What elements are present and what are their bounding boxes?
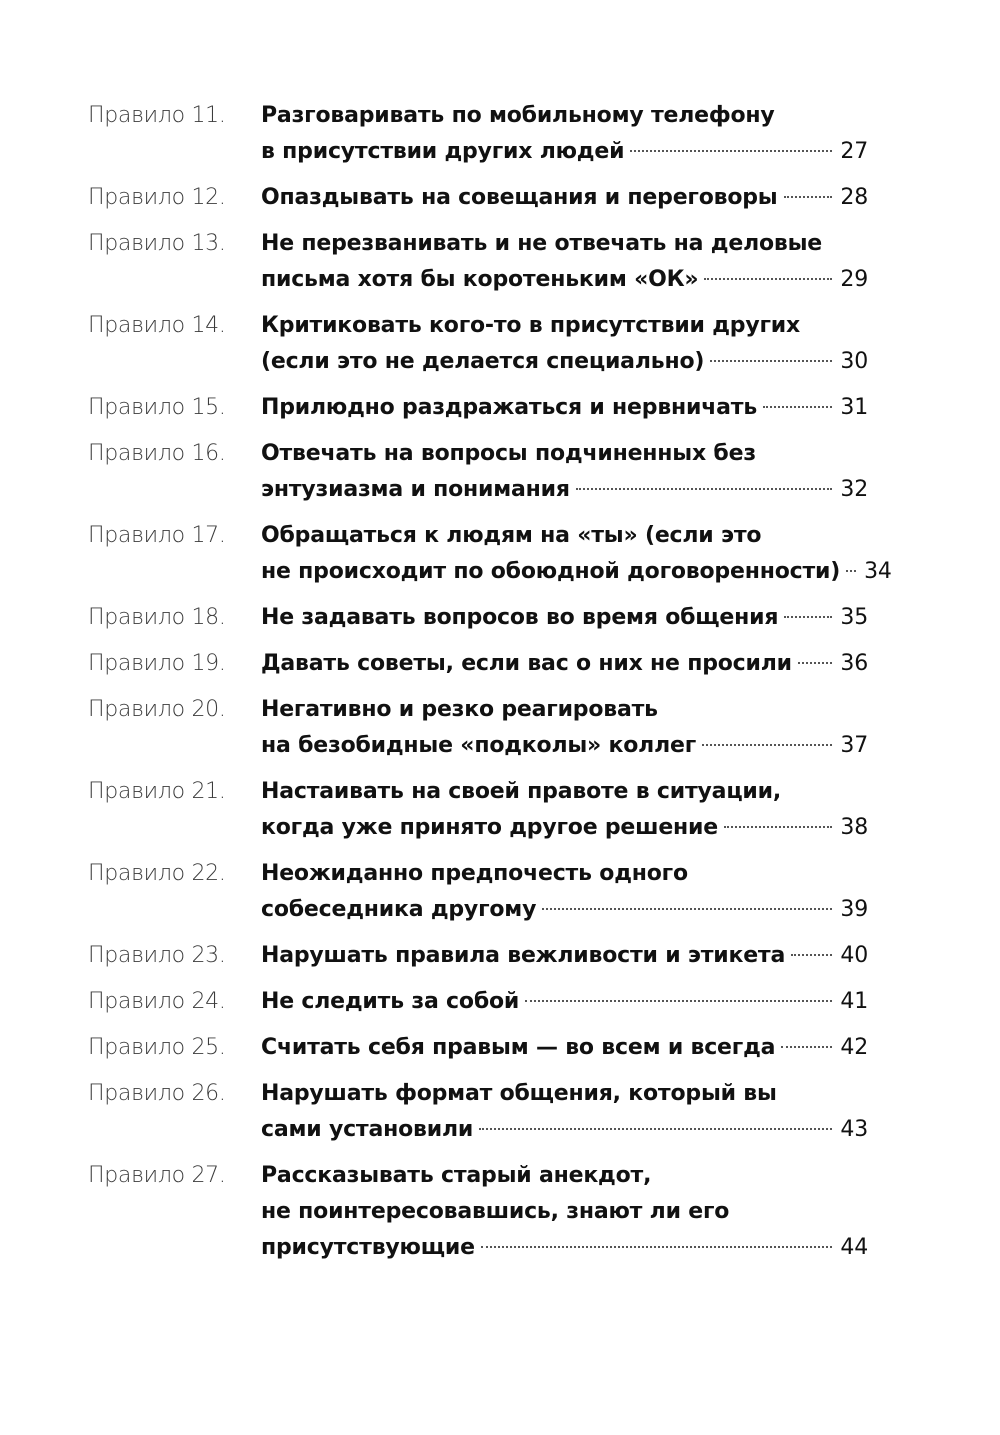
dot-leader — [724, 826, 832, 828]
rule-title — [261, 518, 892, 590]
rule-number-label: Правило 17. — [88, 523, 226, 548]
dot-leader — [784, 196, 833, 198]
rule-title-text: не происходит по обоюдной договоренности) — [261, 559, 841, 584]
page-number: 41 — [840, 989, 868, 1014]
dot-leader — [784, 616, 832, 618]
rule-number-label: Правило 12. — [88, 185, 226, 210]
dot-leader — [791, 954, 832, 956]
rule-number-label: Правило 23. — [88, 943, 226, 968]
rule-title-last-line — [261, 646, 868, 682]
rule-title-text: Считать себя правым — во всем и всегда — [261, 1035, 776, 1060]
rule-title-line: Нарушать формат общения, который вы — [261, 1081, 777, 1106]
rule-title-last-line — [261, 728, 868, 764]
toc-entry — [88, 856, 868, 928]
rule-title — [261, 1030, 868, 1066]
rule-title — [261, 436, 868, 508]
toc-entry — [88, 180, 868, 216]
rule-title-last-line — [261, 810, 868, 846]
toc-entry — [88, 1076, 868, 1148]
rule-title-line: Неожиданно предпочесть одного — [261, 861, 688, 886]
rule-title-line: Отвечать на вопросы подчиненных без — [261, 441, 756, 466]
page-number: 35 — [840, 605, 868, 630]
rule-title-last-line — [261, 134, 868, 170]
toc-entry — [88, 984, 868, 1020]
dot-leader — [576, 488, 833, 490]
toc-entry — [88, 938, 868, 974]
rule-title-text: на безобидные «подколы» коллег — [261, 733, 697, 758]
page-number: 42 — [840, 1035, 868, 1060]
rule-number-label: Правило 26. — [88, 1081, 226, 1106]
rule-title-line: Разговаривать по мобильному телефону — [261, 103, 775, 128]
rule-title-line: Рассказывать старый анекдот, — [261, 1163, 652, 1188]
page-number: 36 — [840, 651, 868, 676]
rule-title-line: Обращаться к людям на «ты» (если это — [261, 523, 762, 548]
rule-title-text: сами установили — [261, 1117, 474, 1142]
page-number: 30 — [840, 349, 868, 374]
toc-entry — [88, 1158, 868, 1266]
toc-entry — [88, 600, 868, 636]
rule-title-text: Не следить за собой — [261, 989, 520, 1014]
rule-title-text: энтузиазма и понимания — [261, 477, 570, 502]
rule-number-label: Правило 14. — [88, 313, 226, 338]
rule-title — [261, 1158, 868, 1266]
rule-title-last-line — [261, 984, 868, 1020]
rule-title — [261, 692, 868, 764]
dot-leader — [781, 1046, 832, 1048]
dot-leader — [846, 570, 856, 572]
rule-title-last-line — [261, 892, 868, 928]
dot-leader — [702, 744, 832, 746]
dot-leader — [763, 406, 832, 408]
rule-title-line: Не перезванивать и не отвечать на деловые — [261, 231, 823, 256]
rule-number-label: Правило 24. — [88, 989, 226, 1014]
rule-number-label: Правило 27. — [88, 1163, 226, 1188]
rule-title-text: Нарушать правила вежливости и этикета — [261, 943, 786, 968]
rule-title-text: Давать советы, если вас о них не просили — [261, 651, 792, 676]
rule-number-label: Правило 21. — [88, 779, 226, 804]
dot-leader — [481, 1246, 833, 1248]
toc-entry — [88, 308, 868, 380]
page-number: 34 — [864, 559, 892, 584]
toc-entry — [88, 774, 868, 846]
dot-leader — [710, 360, 832, 362]
dot-leader — [542, 908, 832, 910]
rule-title — [261, 390, 868, 426]
rule-title — [261, 856, 868, 928]
page-number: 38 — [840, 815, 868, 840]
rule-title-last-line — [261, 390, 868, 426]
rule-title — [261, 774, 868, 846]
rule-title — [261, 600, 868, 636]
toc-entry — [88, 518, 892, 590]
page-number: 29 — [840, 267, 868, 292]
rule-title-last-line — [261, 344, 868, 380]
rule-title-last-line — [261, 180, 868, 216]
rule-number-label: Правило 18. — [88, 605, 226, 630]
toc-entry — [88, 646, 868, 682]
rule-number-label: Правило 15. — [88, 395, 226, 420]
page-number: 28 — [840, 185, 868, 210]
rule-title — [261, 180, 868, 216]
page-number: 27 — [840, 139, 868, 164]
toc-entry — [88, 390, 868, 426]
page-number: 39 — [840, 897, 868, 922]
rule-title — [261, 226, 868, 298]
toc-entry — [88, 692, 868, 764]
rule-title — [261, 98, 868, 170]
rule-title-last-line — [261, 262, 868, 298]
table-of-contents — [88, 98, 892, 1276]
rule-title — [261, 646, 868, 682]
rule-title-text: Прилюдно раздражаться и нервничать — [261, 395, 758, 420]
dot-leader — [798, 662, 833, 664]
page-number: 31 — [840, 395, 868, 420]
dot-leader — [630, 150, 832, 152]
rule-number-label: Правило 16. — [88, 441, 226, 466]
rule-title-text: собеседника другому — [261, 897, 537, 922]
rule-title-text: когда уже принято другое решение — [261, 815, 718, 840]
rule-number-label: Правило 25. — [88, 1035, 226, 1060]
rule-title-last-line — [261, 600, 868, 636]
rule-title-last-line — [261, 472, 868, 508]
dot-leader — [525, 1000, 832, 1002]
toc-entry — [88, 226, 868, 298]
rule-title-text: письма хотя бы коротеньким «ОК» — [261, 267, 699, 292]
rule-title-last-line — [261, 554, 892, 590]
rule-title-last-line — [261, 1230, 868, 1266]
rule-title — [261, 1076, 868, 1148]
rule-title-text: в присутствии других людей — [261, 139, 625, 164]
rule-title-text: (если это не делается специально) — [261, 349, 705, 374]
page-number: 44 — [840, 1235, 868, 1260]
rule-title-text: Опаздывать на совещания и переговоры — [261, 185, 778, 210]
rule-title-last-line — [261, 1030, 868, 1066]
toc-entry — [88, 1030, 868, 1066]
rule-number-label: Правило 20. — [88, 697, 226, 722]
rule-title-line: Негативно и резко реагировать — [261, 697, 658, 722]
toc-entry — [88, 436, 868, 508]
page-number: 40 — [840, 943, 868, 968]
rule-number-label: Правило 13. — [88, 231, 226, 256]
rule-title — [261, 308, 868, 380]
rule-number-label: Правило 22. — [88, 861, 226, 886]
dot-leader — [704, 278, 832, 280]
rule-title-last-line — [261, 938, 868, 974]
page-number: 37 — [840, 733, 868, 758]
dot-leader — [479, 1128, 832, 1130]
rule-number-label: Правило 19. — [88, 651, 226, 676]
toc-entry — [88, 98, 868, 170]
rule-title-text: присутствующие — [261, 1235, 475, 1260]
rule-title — [261, 938, 868, 974]
rule-title-line: Настаивать на своей правоте в ситуации, — [261, 779, 782, 804]
rule-title — [261, 984, 868, 1020]
rule-title-text: Не задавать вопросов во время общения — [261, 605, 779, 630]
rule-title-line: не поинтересовавшись, знают ли его — [261, 1199, 730, 1224]
rule-number-label: Правило 11. — [88, 103, 226, 128]
rule-title-last-line — [261, 1112, 868, 1148]
page-number: 43 — [840, 1117, 868, 1142]
rule-title-line: Критиковать кого-то в присутствии других — [261, 313, 800, 338]
page-number: 32 — [840, 477, 868, 502]
